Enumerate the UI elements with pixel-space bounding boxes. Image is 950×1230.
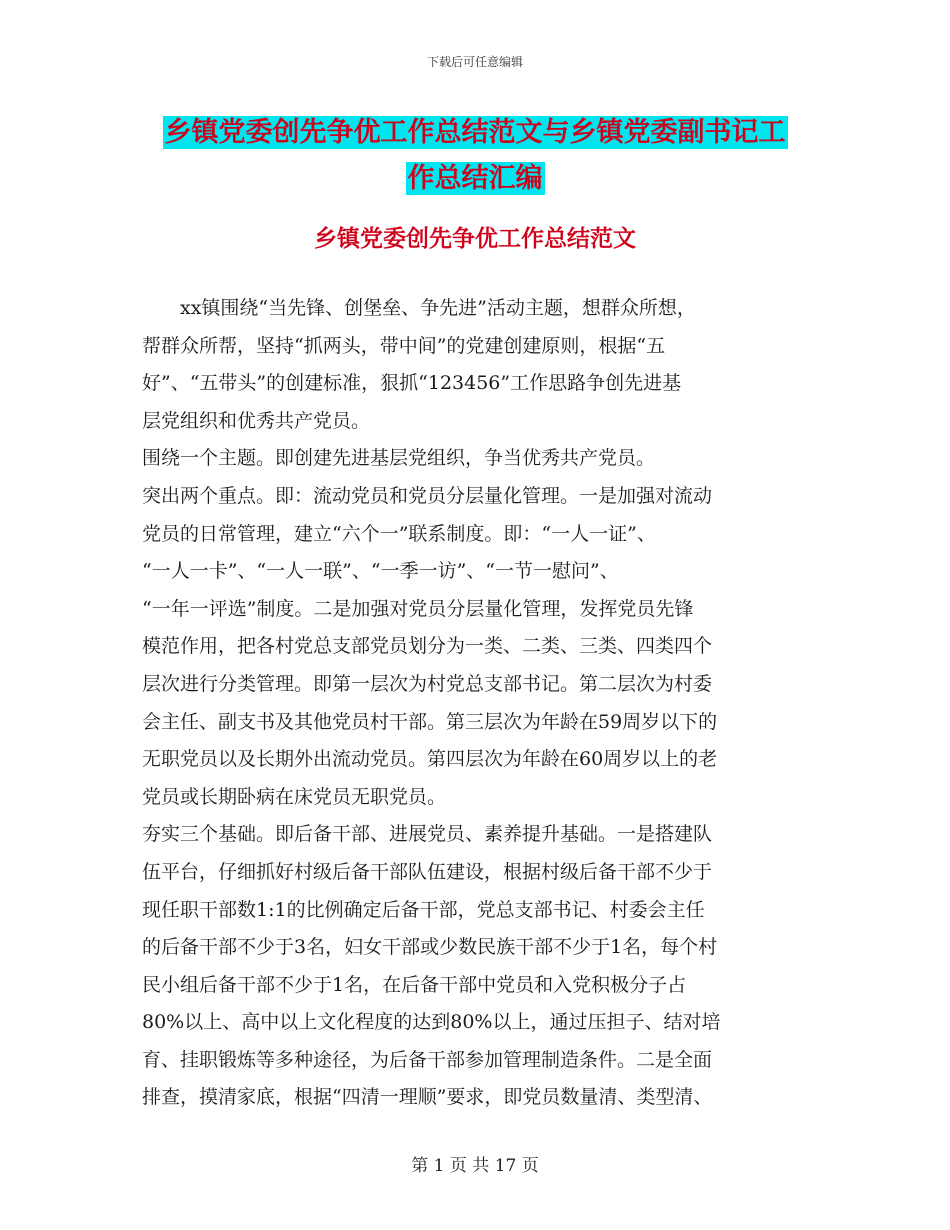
body-line: 好”、“五带头”的创建标准，狠抓“123456”工作思路争创先进基: [142, 372, 682, 395]
body-line: 层党组织和优秀共产党员。: [142, 409, 371, 432]
header-note: 下载后可任意编辑: [426, 55, 523, 69]
body-text: [142, 290, 812, 1117]
body-line: 的后备干部不少于3名，妇女干部或少数民族干部不少于1名，每个村: [142, 936, 718, 959]
title-line-2: [0, 156, 950, 202]
title-line-1: [0, 110, 950, 156]
body-line: 会主任、副支书及其他党员村干部。第三层次为年龄在59周岁以下的: [142, 710, 718, 733]
body-line: 无职党员以及长期外出流动党员。第四层次为年龄在60周岁以上的老: [142, 748, 718, 771]
section-title: 乡镇党委创先争优工作总结范文: [314, 226, 636, 252]
body-line: 育、挂职锻炼等多种途径，为后备干部参加管理制造条件。二是全面: [142, 1048, 713, 1071]
title-line-2-text: 作总结汇编: [407, 163, 543, 194]
body-line: 帮群众所帮，坚持“抓两头，带中间”的党建创建原则，根据“五: [142, 334, 666, 357]
body-line: 模范作用，把各村党总支部党员划分为一类、二类、三类、四类四个: [142, 635, 713, 658]
body-line: 层次进行分类管理。即第一层次为村党总支部书记。第二层次为村委: [142, 672, 713, 695]
body-line: 党员或长期卧病在床党员无职党员。: [142, 785, 447, 808]
body-line: 伍平台，仔细抓好村级后备干部队伍建设，根据村级后备干部不少于: [142, 860, 713, 883]
body-line: xx镇围绕“当先锋、创堡垒、争先进”活动主题，想群众所想，: [142, 297, 696, 319]
body-line: 党员的日常管理，建立“六个一”联系制度。即：“一人一证”、: [142, 522, 656, 545]
document-title: [0, 110, 950, 202]
body-line: 围绕一个主题。即创建先进基层党组织，争当优秀共产党员。: [142, 447, 656, 470]
page-number-footer: 第 1 页 共 17 页: [411, 1156, 539, 1176]
body-line: 突出两个重点。即：流动党员和党员分层量化管理。一是加强对流动: [142, 484, 713, 507]
body-line: 现任职干部数1:1的比例确定后备干部，党总支部书记、村委会主任: [142, 898, 705, 921]
body-line: “一人一卡”、“一人一联”、“一季一访”、“一节一慰问”、: [142, 560, 619, 583]
body-line: 排查，摸清家底，根据“四清一理顺”要求，即党员数量清、类型清、: [142, 1086, 713, 1109]
body-line: “一年一评选”制度。二是加强对党员分层量化管理，发挥党员先锋: [142, 597, 694, 620]
body-line: 夯实三个基础。即后备干部、进展党员、素养提升基础。一是搭建队: [142, 823, 713, 846]
body-line: 80%以上、高中以上文化程度的达到80%以上，通过压担子、结对培: [142, 1011, 721, 1034]
body-line: 民小组后备干部不少于1名，在后备干部中党员和入党积极分子占: [142, 973, 687, 996]
title-line-1-text: 乡镇党委创先争优工作总结范文与乡镇党委副书记工: [164, 117, 786, 148]
